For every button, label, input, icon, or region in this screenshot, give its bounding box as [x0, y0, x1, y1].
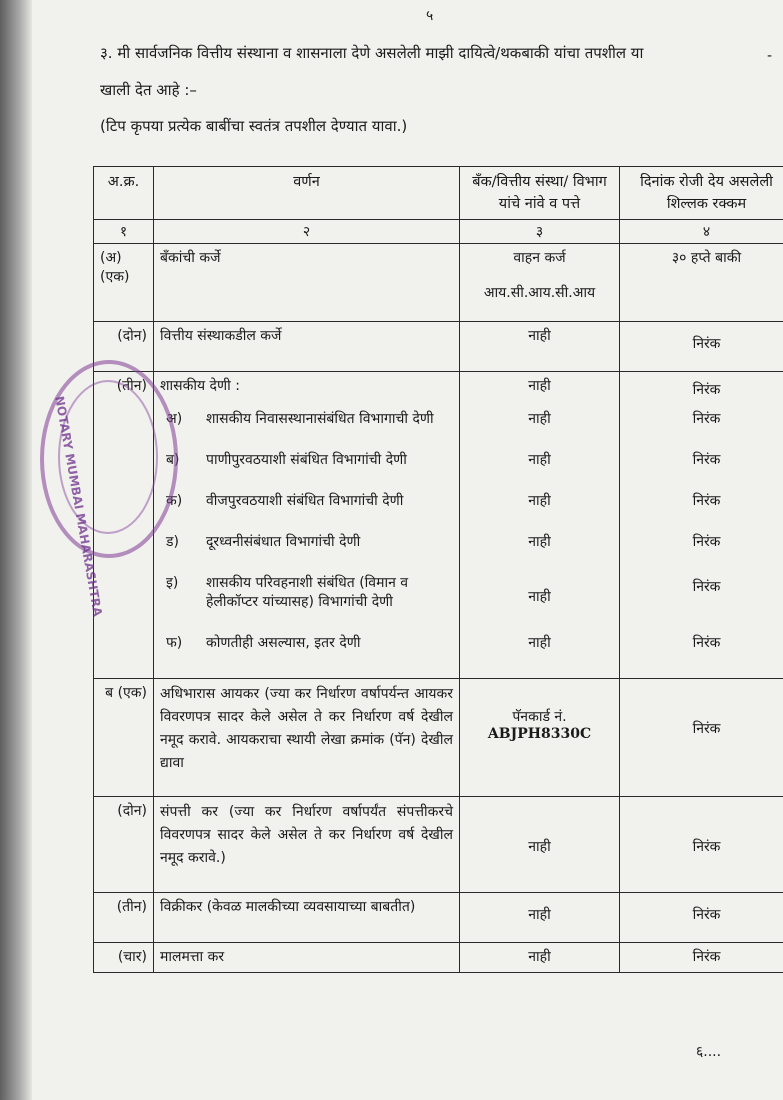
row-sr: ब (एक): [94, 679, 154, 797]
row-institution: नाही: [460, 797, 620, 893]
section-heading-cont: खाली देत आहे :–: [100, 81, 197, 99]
col-num-4: ४: [620, 220, 783, 244]
scan-edge-shadow: [0, 0, 32, 1100]
govt-amount-values: [626, 409, 783, 674]
table-row-govt: [94, 372, 783, 679]
dash-mark: -: [767, 48, 773, 64]
value: निरंक: [692, 411, 721, 427]
institution-name: वाहन कर्ज: [513, 250, 566, 266]
row-sr: (दोन): [94, 322, 154, 372]
row-institution: [460, 372, 620, 679]
pan-label: पॅनकार्ड नं.: [512, 709, 567, 725]
list-item: [160, 491, 453, 532]
item-text: वीजपुरवठयाशी संबंधित विभागांची देणी: [206, 493, 404, 509]
table-row: [94, 322, 783, 372]
list-item: [160, 532, 453, 573]
table-row: [94, 679, 783, 797]
item-label: अ): [166, 411, 183, 427]
value: नाही: [528, 589, 551, 605]
item-text: दूरध्वनीसंबंधात विभागांची देणी: [206, 534, 361, 550]
value: नाही: [528, 493, 551, 509]
row-sr: (अ) (एक): [94, 244, 154, 322]
value: निरंक: [692, 452, 721, 468]
row-amount: [620, 372, 783, 679]
row-institution: [460, 244, 620, 322]
govt-institution-values: [466, 409, 613, 674]
item-label: इ): [166, 575, 179, 591]
value: नाही: [528, 411, 551, 427]
header-institution: बँक/वित्तीय संस्था/ विभाग यांचे नांवे व पत्ते: [460, 167, 620, 220]
header-row: [94, 167, 783, 220]
header-amount: दिनांक रोजी देय असलेली शिल्लक रक्कम: [620, 167, 783, 220]
govt-main-amount: निरंक: [692, 382, 721, 398]
item-text: कोणतीही असल्यास, इतर देणी: [206, 635, 361, 651]
govt-main-institution: नाही: [528, 378, 551, 394]
row-desc: वित्तीय संस्थाकडील कर्जे: [154, 322, 460, 372]
list-item: [160, 409, 453, 450]
col-num-2: २: [154, 220, 460, 244]
value: नाही: [528, 534, 551, 550]
row-desc: संपत्ती कर (ज्या कर निर्धारण वर्षापर्यंत संपत्तीकरचे विवरणपत्र सादर केले असेल ते कर निर्धारण वर्ष देखील नमूद करावे.): [154, 797, 460, 893]
pan-number: ABJPH8330C: [487, 726, 592, 742]
table-row: [94, 244, 783, 322]
table-row: [94, 893, 783, 943]
row-sr: (चार): [94, 943, 154, 973]
value: निरंक: [692, 493, 721, 509]
row-amount: निरंक: [620, 322, 783, 372]
row-desc: विक्रीकर (केवळ मालकीच्या व्यवसायाच्या बाबतीत): [154, 893, 460, 943]
row-amount: निरंक: [620, 943, 783, 973]
row-amount: ३० हप्ते बाकी: [620, 244, 783, 322]
row-desc: बँकांची कर्जे: [154, 244, 460, 322]
govt-dues-list: [160, 409, 453, 674]
item-label: फ): [166, 635, 183, 651]
institution-bank: आय.सी.आय.सी.आय: [483, 285, 596, 301]
list-item: [160, 573, 453, 633]
liabilities-table: [93, 166, 783, 973]
list-item: [160, 450, 453, 491]
header-description: वर्णन: [154, 167, 460, 220]
item-text: पाणीपुरवठयाशी संबंधित विभागांची देणी: [206, 452, 407, 468]
table-row: [94, 797, 783, 893]
item-text: शासकीय निवासस्थानासंबंधित विभागाची देणी: [206, 411, 434, 427]
row-institution: नाही: [460, 322, 620, 372]
row-sr: (दोन): [94, 797, 154, 893]
col-num-1: १: [94, 220, 154, 244]
item-label: क): [166, 493, 183, 509]
list-item: [160, 633, 453, 674]
value: नाही: [528, 635, 551, 651]
page-number: ५: [426, 8, 434, 24]
row-sr: (तीन): [94, 372, 154, 679]
table-row: [94, 943, 783, 973]
row-amount: निरंक: [620, 679, 783, 797]
row-amount: निरंक: [620, 893, 783, 943]
row-amount: निरंक: [620, 797, 783, 893]
notary-stamp-text: NOTARY MUMBAI MAHARASHTRA: [52, 395, 105, 618]
value: नाही: [528, 452, 551, 468]
row-desc: अधिभारास आयकर (ज्या कर निर्धारण वर्षापर्यन्त आयकर विवरणपत्र सादर केले असेल ते कर निर्धारण वर्ष देखील नमूद करावे. आयकराचा स्थायी लेखा क्रमांक (पॅन) देखील द्यावा: [154, 679, 460, 797]
col-num-3: ३: [460, 220, 620, 244]
row-institution: नाही: [460, 893, 620, 943]
govt-dues-title: शासकीय देणी :: [160, 378, 240, 394]
value: निरंक: [692, 635, 721, 651]
next-page-marker: ६....: [696, 1044, 722, 1060]
row-desc: [154, 372, 460, 679]
value: निरंक: [692, 534, 721, 550]
value: निरंक: [692, 579, 721, 595]
section-note: (टिप कृपया प्रत्येक बाबींचा स्वतंत्र तपशील देण्यात यावा.): [100, 117, 408, 135]
item-text: शासकीय परिवहनाशी संबंधित (विमान व हेलीकॉप्टर यांच्यासह) विभागांची देणी: [206, 575, 409, 610]
row-institution: [460, 679, 620, 797]
row-institution: नाही: [460, 943, 620, 973]
item-label: ब): [166, 452, 180, 468]
row-sr: (तीन): [94, 893, 154, 943]
header-sr: अ.क्र.: [94, 167, 154, 220]
item-label: ड): [166, 534, 179, 550]
row-desc: मालमत्ता कर: [154, 943, 460, 973]
column-number-row: [94, 220, 783, 244]
section-heading: ३. मी सार्वजनिक वित्तीय संस्थाना व शासनाला देणे असलेली माझी दायित्वे/थकबाकी यांचा तपशील या: [100, 44, 644, 62]
